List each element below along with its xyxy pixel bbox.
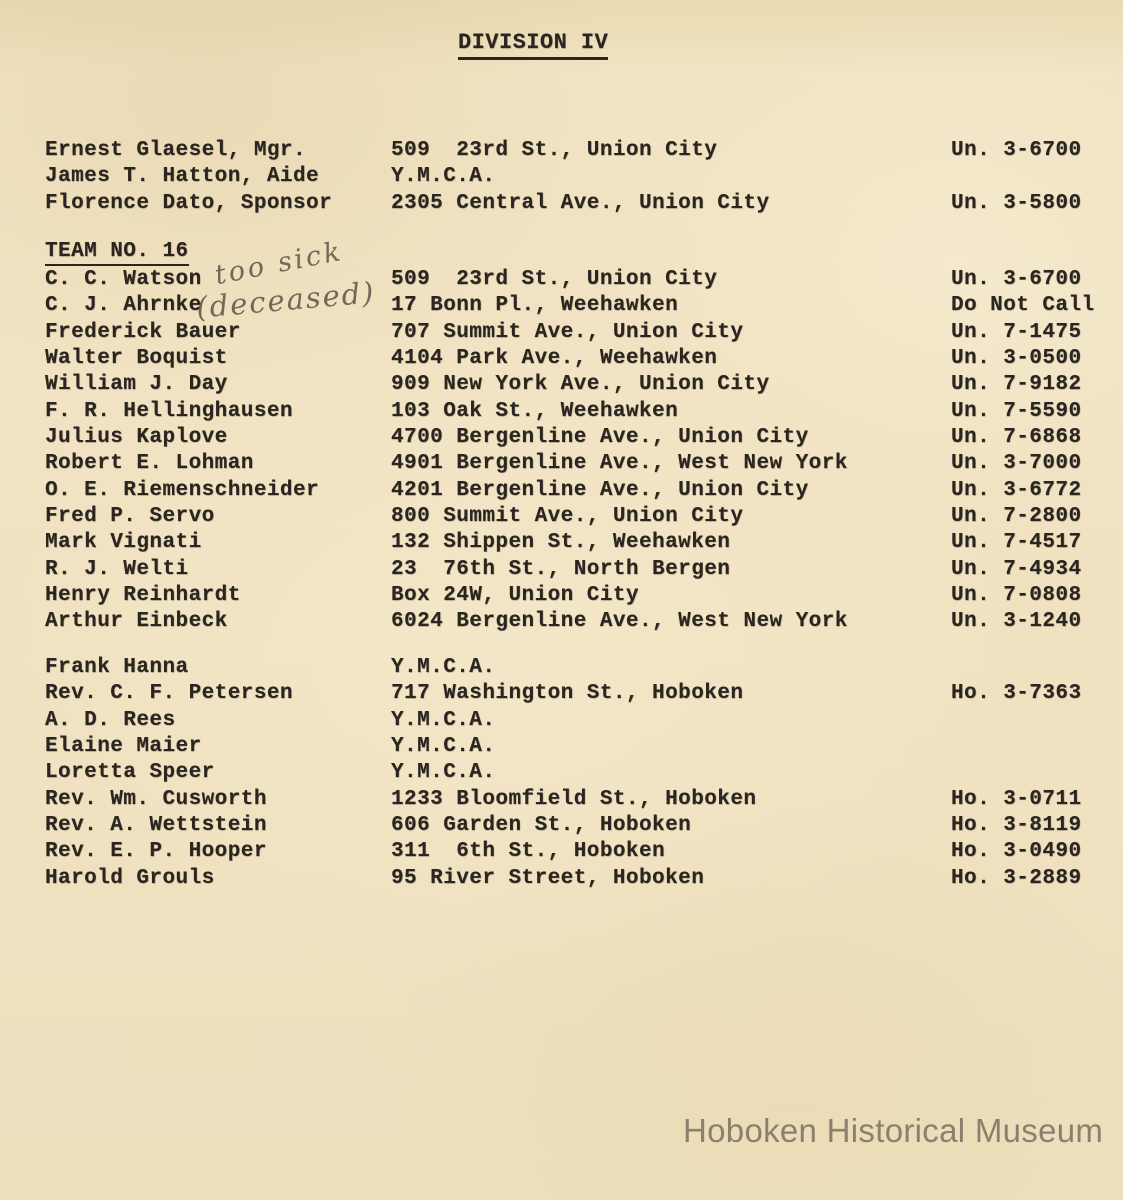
roster-row [0, 399, 1123, 425]
roster-row [0, 320, 1123, 346]
roster-row [0, 346, 1123, 372]
address-cell: 2305 Central Ave., Union City [391, 191, 770, 215]
name-cell: Ernest Glaesel, Mgr. [45, 139, 307, 162]
name-cell: Frank Hanna [45, 656, 189, 679]
name-cell: O. E. Riemenschneider [45, 478, 320, 502]
phone-cell: Un. 3-5800 [951, 191, 1082, 215]
officers-block [0, 138, 1123, 217]
name-cell: William J. Day [45, 373, 228, 397]
roster-row [0, 267, 1123, 293]
phone-cell: Ho. 3-0711 [951, 787, 1082, 811]
roster-row [0, 372, 1123, 398]
name-cell: A. D. Rees [45, 708, 176, 732]
address-cell: Y.M.C.A. [391, 735, 496, 759]
phone-cell: Ho. 3-2889 [951, 866, 1082, 890]
address-cell: 509 23rd St., Union City [391, 139, 718, 162]
name-cell: Rev. A. Wettstein [45, 814, 267, 838]
address-cell: 4201 Bergenline Ave., Union City [391, 478, 809, 502]
roster-row [0, 708, 1123, 734]
phone-cell: Un. 3-6772 [951, 478, 1082, 502]
address-cell: 4104 Park Ave., Weehawken [391, 347, 718, 371]
roster-row [0, 760, 1123, 786]
roster-row [0, 451, 1123, 477]
phone-cell: Un. 3-1240 [951, 610, 1082, 634]
name-cell: Mark Vignati [45, 531, 202, 555]
roster-row [0, 813, 1123, 839]
address-cell: 103 Oak St., Weehawken [391, 399, 679, 423]
name-cell: Florence Dato, Sponsor [45, 191, 333, 215]
roster-row [0, 655, 1123, 681]
roster-row [0, 138, 1123, 164]
roster-row [0, 530, 1123, 556]
name-cell: Harold Grouls [45, 866, 215, 890]
roster-row [0, 583, 1123, 609]
address-cell: Y.M.C.A. [391, 761, 496, 785]
roster-row [0, 681, 1123, 707]
phone-cell: Do Not Call [951, 294, 1095, 318]
roster-row [0, 866, 1123, 892]
address-cell: 4700 Bergenline Ave., Union City [391, 426, 809, 450]
address-cell: 707 Summit Ave., Union City [391, 320, 744, 344]
name-cell: R. J. Welti [45, 557, 189, 581]
address-cell: Y.M.C.A. [391, 656, 496, 679]
roster-row [0, 425, 1123, 451]
handwritten-note-deceased: (deceased) [194, 275, 377, 325]
roster-row [0, 478, 1123, 504]
name-cell: Fred P. Servo [45, 505, 215, 529]
page-title: DIVISION IV [458, 30, 608, 60]
roster-row [0, 609, 1123, 635]
name-cell: Rev. Wm. Cusworth [45, 787, 267, 811]
address-cell: 717 Washington St., Hoboken [391, 682, 744, 706]
address-cell: 23 76th St., North Bergen [391, 557, 731, 581]
phone-cell: Un. 3-0500 [951, 347, 1082, 371]
name-cell: Walter Boquist [45, 347, 228, 371]
name-cell: Rev. C. F. Petersen [45, 682, 293, 706]
phone-cell: Ho. 3-7363 [951, 682, 1082, 706]
roster-row [0, 557, 1123, 583]
address-cell: 606 Garden St., Hoboken [391, 814, 692, 838]
name-cell: Elaine Maier [45, 735, 202, 759]
name-cell: Frederick Bauer [45, 320, 241, 344]
roster-row [0, 164, 1123, 190]
name-cell: C. J. Ahrnke [45, 294, 202, 318]
phone-cell: Un. 7-0808 [951, 584, 1082, 608]
address-cell: Y.M.C.A. [391, 708, 496, 732]
address-cell: 95 River Street, Hoboken [391, 866, 705, 890]
phone-cell: Un. 7-2800 [951, 505, 1082, 529]
address-cell: 909 New York Ave., Union City [391, 373, 770, 397]
phone-cell: Un. 7-6868 [951, 426, 1082, 450]
roster-row [0, 839, 1123, 865]
address-cell: Y.M.C.A. [391, 165, 496, 189]
address-cell: 132 Shippen St., Weehawken [391, 531, 731, 555]
roster-row [0, 787, 1123, 813]
address-cell: 311 6th St., Hoboken [391, 840, 666, 864]
name-cell: F. R. Hellinghausen [45, 399, 293, 423]
name-cell: Julius Kaplove [45, 426, 228, 450]
second-roster-block [0, 655, 1123, 892]
phone-cell: Un. 3-7000 [951, 452, 1082, 476]
handwritten-note-too-sick: too sick [212, 235, 346, 292]
roster-row [0, 293, 1123, 319]
address-cell: 800 Summit Ave., Union City [391, 505, 744, 529]
phone-cell: Ho. 3-8119 [951, 814, 1082, 838]
phone-cell: Un. 7-5590 [951, 399, 1082, 423]
roster-row [0, 191, 1123, 217]
name-cell: James T. Hatton, Aide [45, 165, 320, 189]
phone-cell: Un. 7-1475 [951, 320, 1082, 344]
phone-cell: Un. 7-9182 [951, 373, 1082, 397]
team-heading: TEAM NO. 16 [45, 240, 189, 266]
address-cell: 17 Bonn Pl., Weehawken [391, 294, 679, 318]
address-cell: 509 23rd St., Union City [391, 268, 718, 291]
phone-cell: Ho. 3-0490 [951, 840, 1082, 864]
name-cell: Rev. E. P. Hooper [45, 840, 267, 864]
name-cell: Robert E. Lohman [45, 452, 254, 476]
watermark: Hoboken Historical Museum [683, 1112, 1104, 1149]
phone-cell: Un. 7-4517 [951, 531, 1082, 555]
phone-cell: Un. 7-4934 [951, 557, 1082, 581]
roster-row [0, 734, 1123, 760]
phone-cell: Un. 3-6700 [951, 139, 1082, 162]
team-roster-block [0, 267, 1123, 636]
name-cell: Loretta Speer [45, 761, 215, 785]
name-cell: Arthur Einbeck [45, 610, 228, 634]
name-cell: Henry Reinhardt [45, 584, 241, 608]
phone-cell: Un. 3-6700 [951, 268, 1082, 291]
address-cell: 1233 Bloomfield St., Hoboken [391, 787, 757, 811]
address-cell: 4901 Bergenline Ave., West New York [391, 452, 848, 476]
roster-row [0, 504, 1123, 530]
address-cell: 6024 Bergenline Ave., West New York [391, 610, 848, 634]
address-cell: Box 24W, Union City [391, 584, 639, 608]
name-cell: C. C. Watson [45, 268, 202, 291]
